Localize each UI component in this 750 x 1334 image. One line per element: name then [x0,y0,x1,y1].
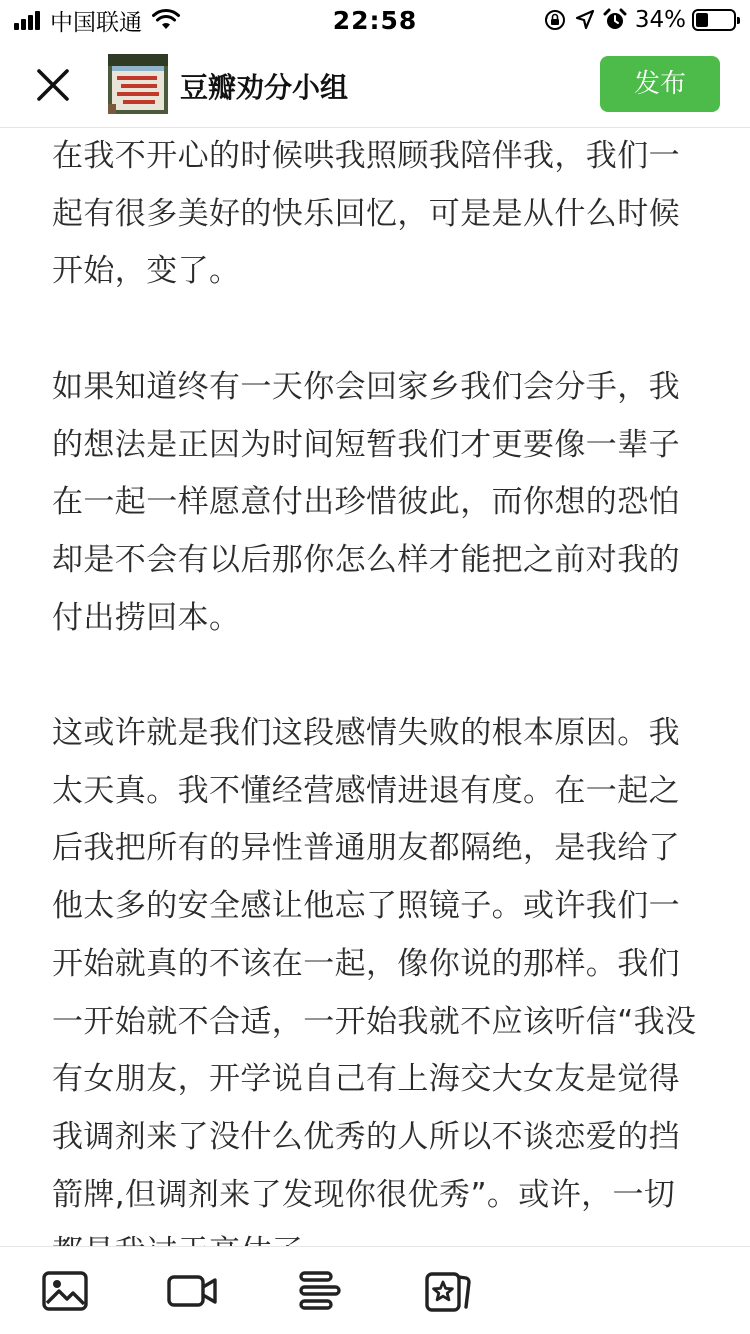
orientation-lock-icon [543,8,567,32]
publish-button[interactable]: 发布 [600,56,720,112]
video-icon[interactable] [167,1269,219,1313]
editor-toolbar [0,1246,750,1334]
status-right [535,6,736,34]
alarm-icon [603,8,627,32]
status-bar [0,0,750,40]
paragraph-spacer [52,301,702,359]
location-icon [575,9,595,31]
sticker-icon[interactable] [424,1269,472,1313]
post-paragraph-2: 如果知道终有一天你会回家乡我们会分手，我的想法是正因为时间短暂我们才更要像一辈子在一起一样愿意付出珍惜彼此，而你想的恐怕却是不会有以后那你怎么样才能把之前对我的付出捞回本。 [52,368,680,636]
group-avatar[interactable] [108,54,168,114]
close-icon[interactable] [30,62,76,108]
navigation-header [0,40,750,128]
group-avatar-image [108,54,168,114]
post-paragraph-1: 在我不开心的时候哄我照顾我陪伴我，我们一起有很多美好的快乐回忆，可是是从什么时候开始，变了。 [52,138,680,290]
text-format-icon[interactable] [298,1269,342,1313]
carrier-name: 中国联通 [50,9,142,36]
post-content[interactable] [52,128,702,1246]
post-paragraph-3: 这或许就是我们这段感情失败的根本原因。我太天真。我不懂经营感情进退有度。在一起之后我把所有的异性普通朋友都隔绝，是我给了他太多的安全感让他忘了照镜子。或许我们一开始就真的不该在一起，像你说的那样。我们一开始就不合适，一开始我就不应该听信“我没有女朋友，开学说自己有上海交大女友是觉得我调剂来了没什么优秀的人所以不谈恋爱的挡箭牌,但调剂来了发现你很优秀”。或许，一切 [52,715,697,1213]
group-name[interactable]: 豆瓣劝分小组 [180,71,349,104]
image-icon[interactable] [42,1269,90,1313]
clock: 22:58 [332,6,418,35]
paragraph-spacer [52,647,702,705]
battery-level [696,13,708,27]
battery-percent: 34% [634,7,686,33]
battery-icon [692,9,736,31]
